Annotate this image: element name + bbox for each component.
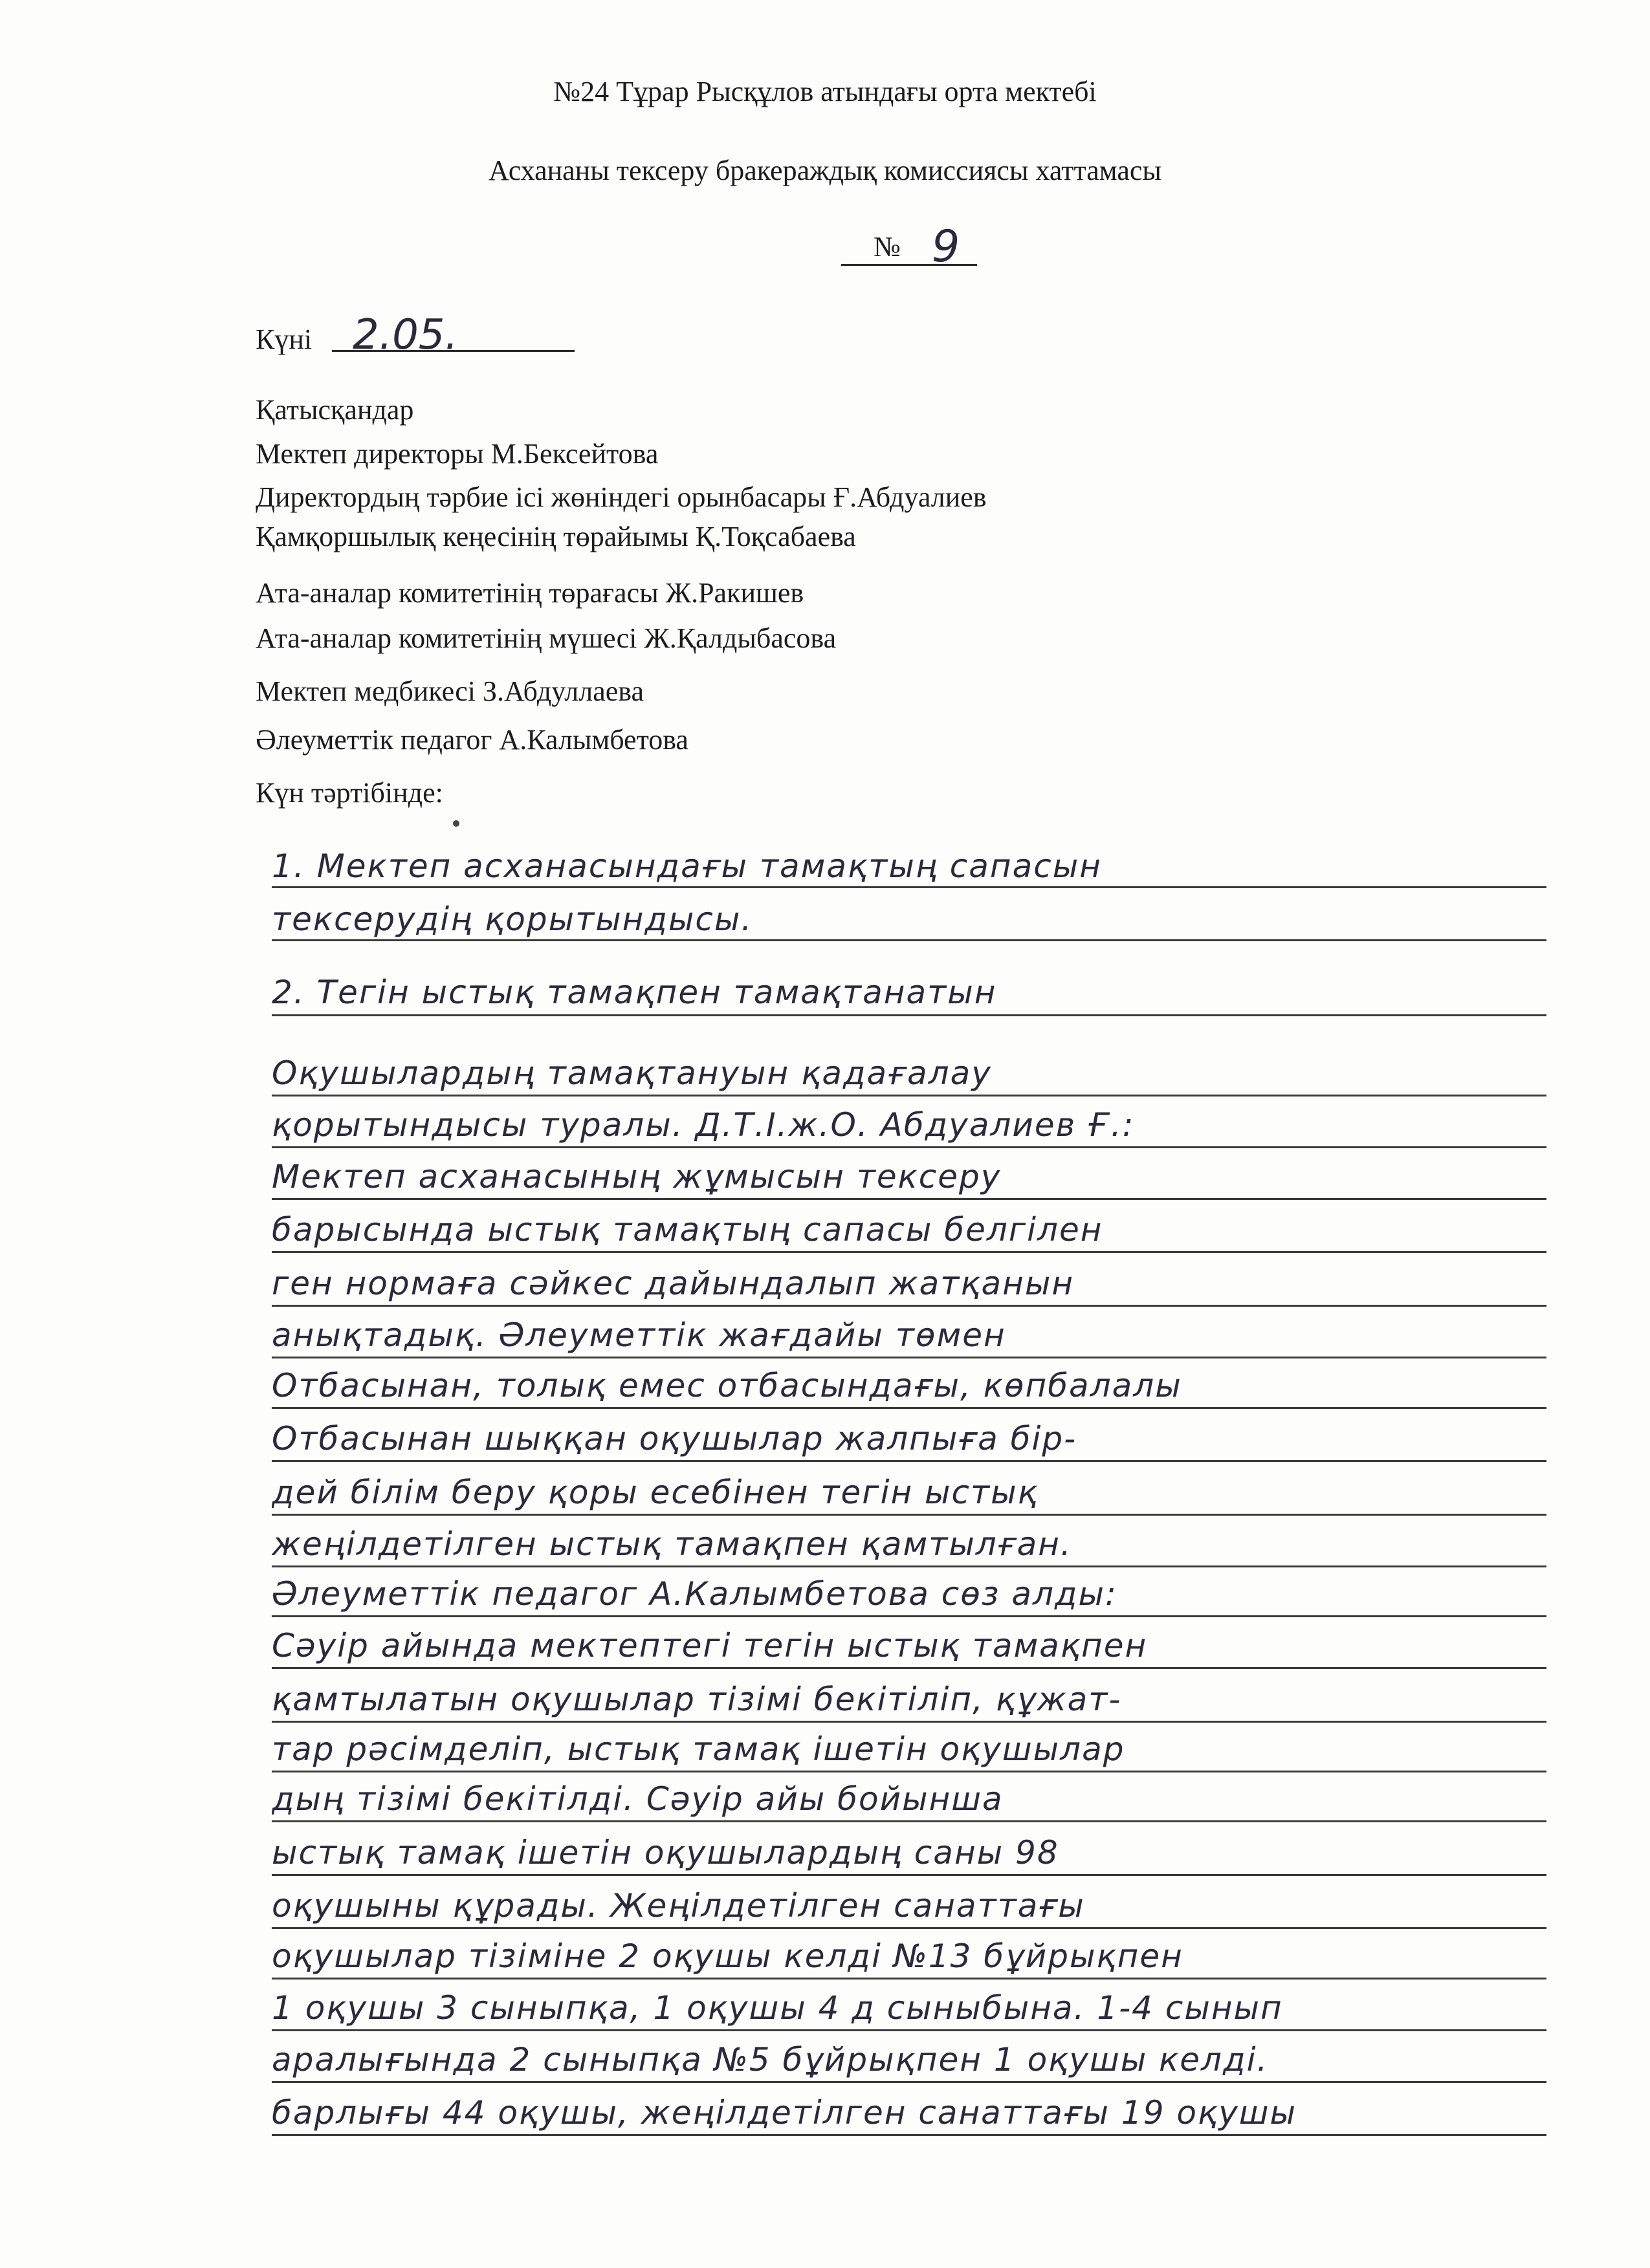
agenda-line-11: Отбасынан шыққан оқушылар жалпыға бір- bbox=[272, 1420, 1077, 1457]
ruled-line bbox=[272, 1014, 1546, 1016]
date-row bbox=[256, 311, 579, 365]
agenda-line-22: 1 оқушы 3 сыныпқа, 1 оқушы 4 д сыныбына. 1-4 сынып bbox=[272, 1989, 1283, 2027]
agenda-line-7: барысында ыстық тамақтың сапасы белгілен bbox=[272, 1211, 1103, 1248]
agenda-line-17: тар рәсімделіп, ыстық тамақ ішетін оқушылар bbox=[272, 1730, 1125, 1768]
school-name: №24 Тұрар Рысқұлов атындағы орта мектебі bbox=[553, 76, 1097, 107]
agenda-line-20: оқушыны құрады. Жеңілдетілген санаттағы bbox=[272, 1887, 1085, 1925]
ruled-line bbox=[272, 1251, 1546, 1253]
agenda-line-24: барлығы 44 оқушы, жеңілдетілген санаттағы 19 оқушы bbox=[272, 2094, 1297, 2132]
participant-3: Қамқоршылық кеңесінің төрайымы Қ.Тоқсабаева bbox=[256, 521, 856, 552]
agenda-line-4: Оқушылардың тамақтануын қадағалау bbox=[272, 1054, 992, 1092]
agenda-line-15: Сәуір айында мектептегі тегін ыстық тамақпен bbox=[272, 1627, 1148, 1664]
ruled-line bbox=[272, 1667, 1546, 1669]
ruled-line bbox=[272, 1927, 1546, 1929]
agenda-line-19: ыстық тамақ ішетін оқушылардың саны 98 bbox=[272, 1834, 1059, 1871]
date-value: 2.05. bbox=[353, 311, 458, 359]
agenda-line-8: ген нормаға сәйкес дайындалып жатқанын bbox=[272, 1265, 1075, 1302]
document-title: Асхананы тексеру бракераждық комиссиясы хаттамасы bbox=[489, 155, 1161, 186]
ruled-line bbox=[272, 1514, 1546, 1516]
agenda-line-6: Мектеп асханасының жұмысын тексеру bbox=[272, 1158, 1002, 1195]
participants-heading: Қатысқандар bbox=[256, 394, 414, 426]
ruled-line bbox=[272, 2134, 1546, 2136]
number-label: № bbox=[874, 231, 901, 263]
ruled-line bbox=[272, 1771, 1546, 1772]
agenda-line-14: Әлеуметтік педагог А.Калымбетова сөз алды: bbox=[272, 1575, 1117, 1613]
agenda-line-3: 2. Тегін ыстық тамақпен тамақтанатын bbox=[272, 974, 997, 1011]
ruled-line bbox=[272, 1095, 1546, 1096]
agenda-line-23: аралығында 2 сыныпқа №5 бұйрықпен 1 оқушы келді. bbox=[272, 2041, 1269, 2078]
agenda-line-12: дей білім беру қоры есебінен тегін ыстық bbox=[272, 1474, 1039, 1511]
agenda-line-16: қамтылатын оқушылар тізімі бекітіліп, құжат- bbox=[272, 1681, 1122, 1718]
number-value: 9 bbox=[932, 221, 960, 272]
ruled-line bbox=[272, 1357, 1546, 1358]
participant-5: Ата-аналар комитетінің мүшесі Ж.Қалдыбасова bbox=[256, 622, 837, 654]
agenda-line-21: оқушылар тізіміне 2 оқушы келді №13 бұйрықпен bbox=[272, 1937, 1183, 1975]
participant-1: Мектеп директоры М.Бексейтова bbox=[256, 438, 659, 470]
ruled-line bbox=[272, 2029, 1546, 2031]
participant-2: Директордың тәрбие ісі жөніндегі орынбасары Ғ.Абдуалиев bbox=[256, 481, 987, 513]
ruled-line bbox=[272, 2081, 1546, 2083]
participant-7: Әлеуметтік педагог А.Калымбетова bbox=[256, 724, 688, 756]
date-underline bbox=[332, 350, 575, 352]
ruled-line bbox=[272, 1198, 1546, 1200]
ruled-line bbox=[272, 939, 1546, 941]
date-label: Күні bbox=[256, 323, 313, 355]
protocol-number bbox=[841, 221, 1035, 272]
agenda-line-2: тексерудің қорытындысы. bbox=[272, 900, 753, 938]
agenda-line-5: қорытындысы туралы. Д.Т.І.ж.О. Абдуалиев Ғ.: bbox=[272, 1106, 1135, 1144]
agenda-heading: Күн тәртібінде: bbox=[256, 777, 443, 809]
agenda-line-10: Отбасынан, толық емес отбасындағы, көпбалалы bbox=[272, 1367, 1182, 1404]
participant-6: Мектеп медбикесі З.Абдуллаева bbox=[256, 675, 644, 707]
ruled-line bbox=[272, 1721, 1546, 1723]
ruled-line bbox=[272, 1820, 1546, 1822]
agenda-line-13: жеңілдетілген ыстық тамақпен қамтылған. bbox=[272, 1525, 1072, 1563]
ruled-line bbox=[272, 1978, 1546, 1979]
ruled-line bbox=[272, 1615, 1546, 1617]
ruled-line bbox=[272, 1460, 1546, 1462]
ink-dot bbox=[453, 820, 459, 827]
agenda-line-1: 1. Мектеп асханасындағы тамақтың сапасын bbox=[272, 847, 1102, 885]
agenda-line-9: анықтадық. Әлеуметтік жағдайы төмен bbox=[272, 1316, 1006, 1354]
participant-4: Ата-аналар комитетінің төрағасы Ж.Ракишев bbox=[256, 577, 804, 609]
ruled-line bbox=[272, 886, 1546, 888]
number-underline bbox=[841, 264, 977, 266]
agenda-line-18: дың тізімі бекітілді. Сәуір айы бойынша bbox=[272, 1780, 1004, 1818]
ruled-line bbox=[272, 1874, 1546, 1876]
ruled-line bbox=[272, 1565, 1546, 1567]
ruled-line bbox=[272, 1305, 1546, 1307]
ruled-line bbox=[272, 1407, 1546, 1409]
ruled-line bbox=[272, 1146, 1546, 1148]
